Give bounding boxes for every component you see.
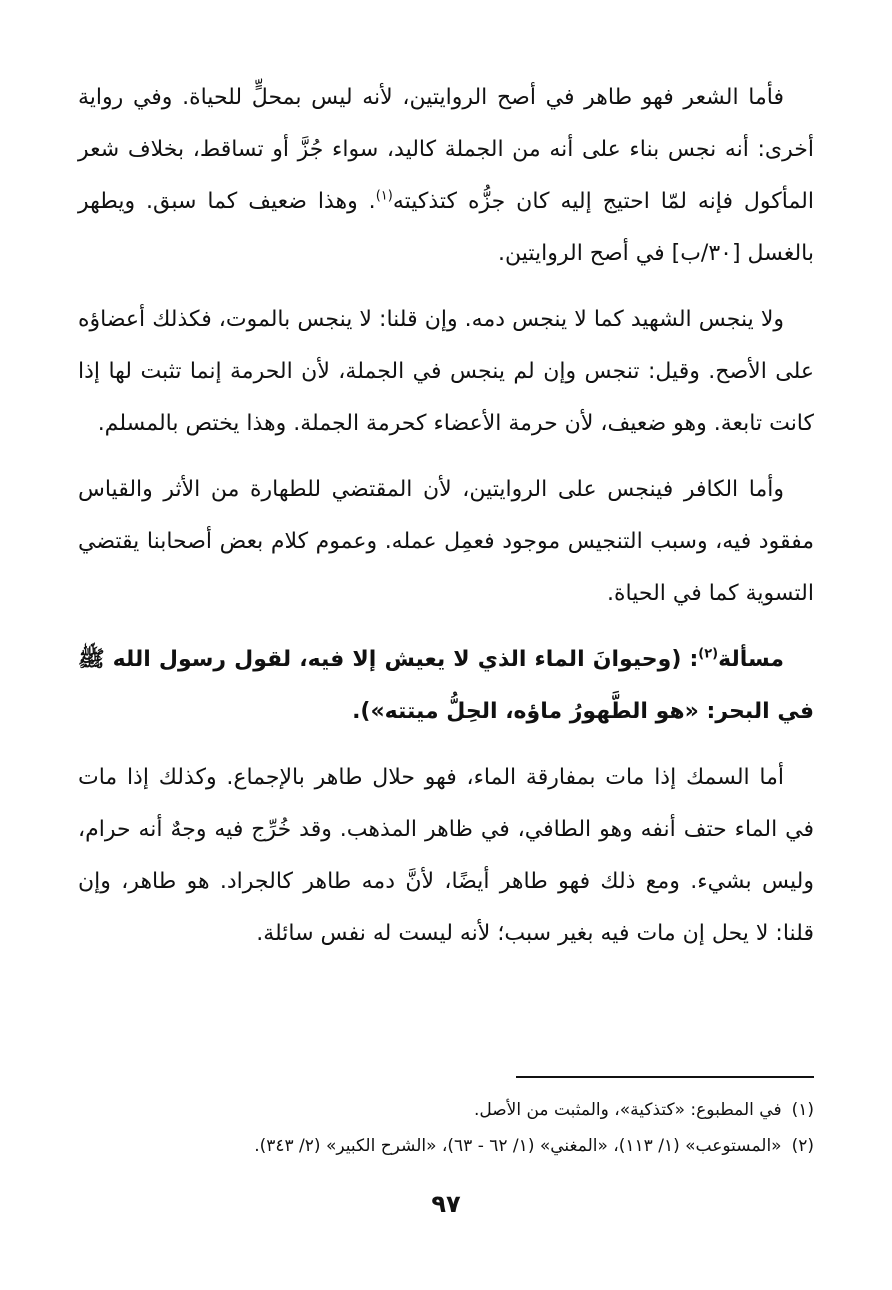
footnote-divider: [516, 1076, 814, 1078]
page-body: [78, 72, 814, 974]
footnotes: [78, 1092, 814, 1164]
paragraph-text: أما السمك إذا مات بمفارقة الماء، فهو حلال طاهر بالإجماع. وكذلك إذا مات في الماء حتف أنفه وهو الطافي، في ظاهر المذهب. وقد خُرِّج فيه وجهٌ أنه حرام، وليس بشيء. ومع ذلك فهو طاهر أيضًا، لأنَّ دمه طاهر كالجراد. هو طاهر، وإن قلنا: لا يحل إن مات فيه بغير سبب؛ لأنه ليست له نفس سائلة.: [78, 765, 814, 946]
footnote-text: «المستوعب» (١/ ١١٣)، «المغني» (١/ ٦٢ - ٦٣)، «الشرح الكبير» (٢/ ٣٤٣).: [254, 1136, 782, 1156]
footnote-number: (٢): [791, 1136, 814, 1156]
footnote: [78, 1128, 814, 1164]
paragraph-text: فأما الشعر فهو طاهر في أصح الروايتين، لأنه ليس بمحلٍّ للحياة. وفي رواية أخرى: أنه نجس بناء على أنه من الجملة كاليد، سواء جُزَّ أو تساقط، بخلاف شعر المأكول فإنه لمّا احتيج إليه كان جزُّه كتذكيته: [78, 85, 814, 214]
issue-heading: [78, 634, 814, 738]
paragraph-martyr: [78, 294, 814, 450]
issue-label: مسألة: [718, 647, 784, 672]
issue-text: : (وحيوانَ الماء الذي لا يعيش إلا فيه، لقول رسول الله ﷺ في البحر: «هو الطَّهورُ ماؤه، الحِلُّ ميتته»).: [78, 647, 814, 724]
footnote-text: في المطبوع: «كتذكية»، والمثبت من الأصل.: [473, 1100, 782, 1120]
footnote-ref[interactable]: (١): [375, 188, 393, 204]
paragraph-text: . وهذا ضعيف كما سبق. ويطهر بالغسل [٣٠/ب] في أصح الروايتين.: [78, 189, 814, 266]
footnote: [78, 1092, 814, 1128]
footnote-ref[interactable]: (٢): [698, 646, 719, 662]
paragraph-fish: [78, 752, 814, 960]
paragraph-hair: [78, 72, 814, 280]
paragraph-text: وأما الكافر فينجس على الروايتين، لأن المقتضي للطهارة من الأثر والقياس مفقود فيه، وسبب التنجيس موجود فعمِل عمله. وعموم كلام بعض أصحابنا يقتضي التسوية كما في الحياة.: [78, 477, 814, 606]
paragraph-text: ولا ينجس الشهيد كما لا ينجس دمه. وإن قلنا: لا ينجس بالموت، فكذلك أعضاؤه على الأصح. وقيل: تنجس وإن لم ينجس في الجملة، لأن الحرمة إنما تثبت لها إذا كانت تابعة. وهو ضعيف، لأن حرمة الأعضاء كحرمة الجملة. وهذا يختص بالمسلم.: [78, 307, 814, 436]
footnote-number: (١): [791, 1100, 814, 1120]
paragraph-disbeliever: [78, 464, 814, 620]
page-number: ٩٧: [431, 1190, 461, 1218]
